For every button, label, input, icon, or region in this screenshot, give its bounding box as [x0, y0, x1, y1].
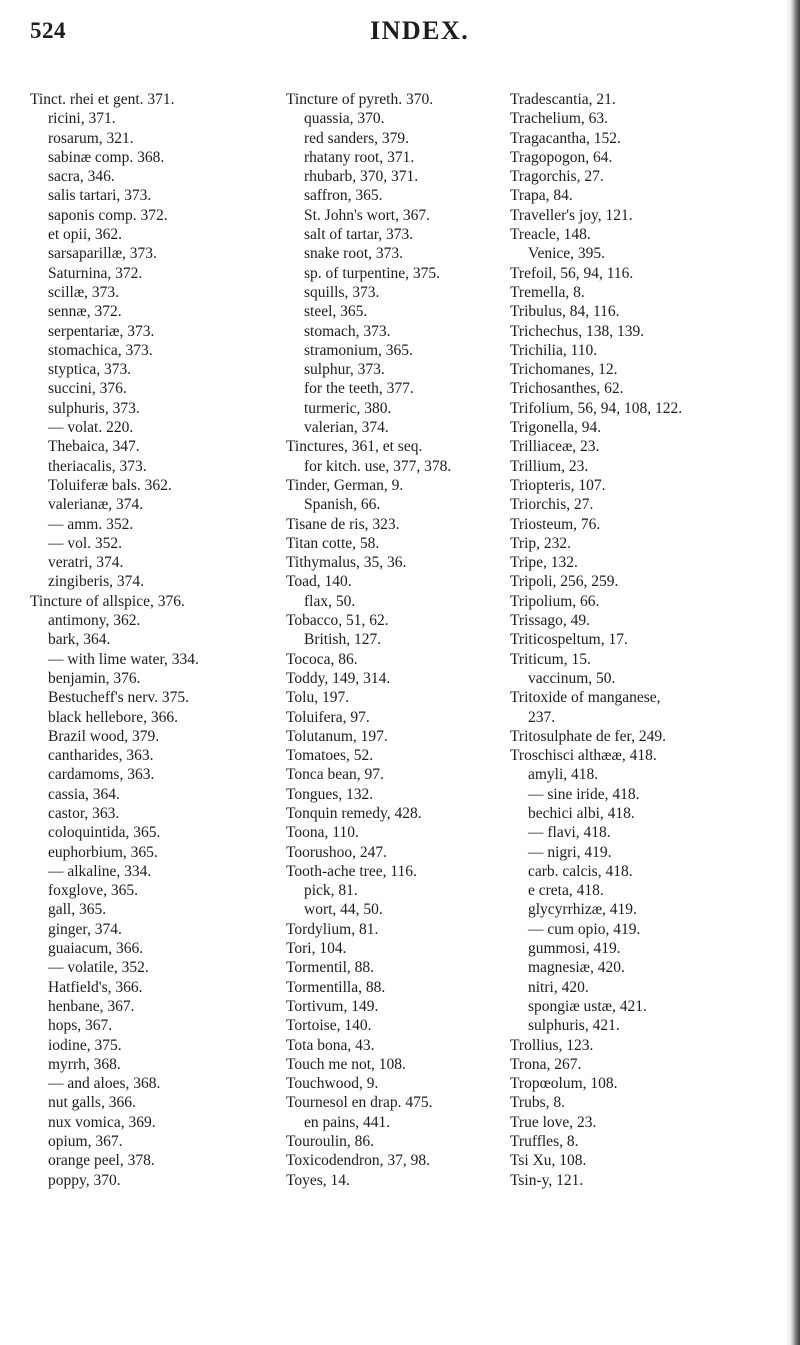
index-entry: Touch me not, 108.: [286, 1055, 406, 1073]
index-subentry: sarsaparillæ, 373.: [48, 245, 157, 263]
index-subentry: 237.: [528, 708, 556, 726]
index-entry: Trachelium, 63.: [510, 110, 609, 128]
index-subentry: magnesiæ, 420.: [528, 959, 625, 977]
index-column-1: [30, 90, 272, 1190]
index-subentry: scillæ, 373.: [48, 283, 120, 301]
index-subentry: — alkaline, 334.: [48, 862, 152, 880]
index-subentry: henbane, 367.: [48, 997, 135, 1015]
index-subentry: gummosi, 419.: [528, 940, 621, 958]
index-subentry: red sanders, 379.: [304, 129, 410, 147]
index-entry: Tolu, 197.: [286, 689, 350, 707]
index-subentry: nitri, 420.: [528, 978, 589, 996]
index-entry: Trichomanes, 12.: [510, 361, 618, 379]
index-subentry: — amm. 352.: [48, 515, 134, 533]
index-entry: Tomatoes, 52.: [286, 747, 374, 765]
index-subentry: foxglove, 365.: [48, 882, 138, 900]
index-subentry: Toluiferæ bals. 362.: [48, 476, 172, 494]
index-entry: Tritosulphate de fer, 249.: [510, 727, 666, 745]
index-entry: Tsin-y, 121.: [510, 1171, 584, 1189]
index-subentry: nux vomica, 369.: [48, 1113, 156, 1131]
index-entry: Tormentil, 88.: [286, 959, 375, 977]
index-subentry: valerian, 374.: [304, 419, 389, 437]
index-entry: Tinder, German, 9.: [286, 476, 404, 494]
index-subentry: sulphur, 373.: [304, 361, 385, 379]
index-subentry: guaiacum, 366.: [48, 940, 144, 958]
index-entry: Truffles, 8.: [510, 1133, 579, 1151]
index-entry: Trigonella, 94.: [510, 419, 602, 437]
index-subentry: snake root, 373.: [304, 245, 404, 263]
index-entry: Titan cotte, 58.: [286, 534, 380, 552]
index-subentry: cantharides, 363.: [48, 747, 154, 765]
index-entry: Trona, 267.: [510, 1055, 582, 1073]
index-entry: Tori, 104.: [286, 940, 347, 958]
index-entry: Tinctures, 361, et seq.: [286, 438, 423, 456]
index-subentry: — nigri, 419.: [528, 843, 612, 861]
index-subentry: sulphuris, 421.: [528, 1017, 620, 1035]
index-subentry: wort, 44, 50.: [304, 901, 383, 919]
index-entry: Tripoli, 256, 259.: [510, 573, 619, 591]
page-header: [30, 12, 770, 52]
index-column-2: [286, 90, 518, 1190]
index-subentry: — flavi, 418.: [528, 824, 611, 842]
index-subentry: Spanish, 66.: [304, 496, 381, 514]
index-subentry: — sine iride, 418.: [528, 785, 640, 803]
index-entry: Trip, 232.: [510, 534, 572, 552]
index-entry: Trapa, 84.: [510, 187, 573, 205]
index-entry: Tongues, 132.: [286, 785, 374, 803]
index-subentry: iodine, 375.: [48, 1036, 122, 1054]
index-entry: Trichilia, 110.: [510, 341, 598, 359]
index-subentry: e creta, 418.: [528, 882, 604, 900]
index-entry: Tsi Xu, 108.: [510, 1152, 587, 1170]
index-subentry: succini, 376.: [48, 380, 127, 398]
index-entry: Triopteris, 107.: [510, 476, 606, 494]
index-subentry: rosarum, 321.: [48, 129, 134, 147]
index-subentry: orange peel, 378.: [48, 1152, 155, 1170]
index-entry: Touroulin, 86.: [286, 1133, 375, 1151]
index-subentry: en pains, 441.: [304, 1113, 391, 1131]
index-subentry: benjamin, 376.: [48, 669, 141, 687]
page-number: 524: [30, 18, 66, 43]
index-subentry: British, 127.: [304, 631, 382, 649]
index-entry: Treacle, 148.: [510, 226, 591, 244]
index-subentry: ginger, 374.: [48, 920, 122, 938]
index-entry: Tripe, 132.: [510, 554, 578, 572]
index-subentry: rhatany root, 371.: [304, 148, 415, 166]
index-subentry: rhubarb, 370, 371.: [304, 168, 419, 186]
index-subentry: zingiberis, 374.: [48, 573, 144, 591]
index-subentry: for kitch. use, 377, 378.: [304, 457, 452, 475]
index-subentry: flax, 50.: [304, 592, 356, 610]
running-title: INDEX.: [370, 16, 470, 45]
index-subentry: — volat. 220.: [48, 419, 134, 437]
index-subentry: Thebaica, 347.: [48, 438, 140, 456]
index-entry: Tripolium, 66.: [510, 592, 600, 610]
index-subentry: bechici albi, 418.: [528, 804, 635, 822]
index-entry: Tritoxide of manganese,: [510, 689, 661, 707]
index-subentry: spongiæ ustæ, 421.: [528, 997, 647, 1015]
index-subentry: veratri, 374.: [48, 554, 124, 572]
index-subentry: Hatfield's, 366.: [48, 978, 143, 996]
index-subentry: bark, 364.: [48, 631, 111, 649]
index-entry: Tonca bean, 97.: [286, 766, 384, 784]
index-subentry: Venice, 395.: [528, 245, 606, 263]
index-entry: Traveller's joy, 121.: [510, 206, 633, 224]
index-entry: Touchwood, 9.: [286, 1075, 379, 1093]
index-subentry: St. John's wort, 367.: [304, 206, 430, 224]
index-subentry: gall, 365.: [48, 901, 107, 919]
index-subentry: carb. calcis, 418.: [528, 862, 633, 880]
index-subentry: serpentariæ, 373.: [48, 322, 155, 340]
index-entry: Tota bona, 43.: [286, 1036, 375, 1054]
index-subentry: — vol. 352.: [48, 534, 123, 552]
index-entry: Tropœolum, 108.: [510, 1075, 618, 1093]
index-subentry: saffron, 365.: [304, 187, 383, 205]
index-entry: Trichosanthes, 62.: [510, 380, 624, 398]
index-entry: Triticospeltum, 17.: [510, 631, 628, 649]
index-subentry: theriacalis, 373.: [48, 457, 147, 475]
index-columns: [30, 90, 790, 1330]
index-subentry: — with lime water, 334.: [48, 650, 199, 668]
index-entry: Toyes, 14.: [286, 1171, 350, 1189]
index-entry: Tragacantha, 152.: [510, 129, 621, 147]
index-subentry: saponis comp. 372.: [48, 206, 168, 224]
index-subentry: turmeric, 380.: [304, 399, 392, 417]
index-entry: Tolutanum, 197.: [286, 727, 388, 745]
index-subentry: Brazil wood, 379.: [48, 727, 160, 745]
index-entry: True love, 23.: [510, 1113, 597, 1131]
index-entry: Trubs, 8.: [510, 1094, 565, 1112]
index-entry: Toddy, 149, 314.: [286, 669, 391, 687]
index-entry: Trichechus, 138, 139.: [510, 322, 645, 340]
index-entry: Tribulus, 84, 116.: [510, 303, 620, 321]
index-subentry: et opii, 362.: [48, 226, 123, 244]
index-entry: Tooth-ache tree, 116.: [286, 862, 417, 880]
index-subentry: quassia, 370.: [304, 110, 385, 128]
index-entry: Tragopogon, 64.: [510, 148, 613, 166]
index-entry: Triosteum, 76.: [510, 515, 601, 533]
index-entry: Tragorchis, 27.: [510, 168, 604, 186]
index-subentry: castor, 363.: [48, 804, 120, 822]
index-entry: Tincture of allspice, 376.: [30, 592, 185, 610]
index-subentry: stramonium, 365.: [304, 341, 413, 359]
index-entry: Tournesol en drap. 475.: [286, 1094, 433, 1112]
index-subentry: sennæ, 372.: [48, 303, 122, 321]
index-subentry: — volatile, 352.: [48, 959, 149, 977]
index-entry: Tobacco, 51, 62.: [286, 612, 389, 630]
index-subentry: sabinæ comp. 368.: [48, 148, 165, 166]
index-entry: Tortoise, 140.: [286, 1017, 372, 1035]
index-entry: Toorushoo, 247.: [286, 843, 387, 861]
index-entry: Tremella, 8.: [510, 283, 585, 301]
index-entry: Trillium, 23.: [510, 457, 589, 475]
index-subentry: antimony, 362.: [48, 612, 141, 630]
index-subentry: steel, 365.: [304, 303, 368, 321]
index-entry: Trilliaceæ, 23.: [510, 438, 600, 456]
index-subentry: salis tartari, 373.: [48, 187, 152, 205]
index-entry: Trifolium, 56, 94, 108, 122.: [510, 399, 683, 417]
index-subentry: amyli, 418.: [528, 766, 599, 784]
index-entry: Trissago, 49.: [510, 612, 590, 630]
index-subentry: salt of tartar, 373.: [304, 226, 414, 244]
index-subentry: myrrh, 368.: [48, 1055, 121, 1073]
index-subentry: Bestucheff's nerv. 375.: [48, 689, 189, 707]
index-entry: Tococa, 86.: [286, 650, 358, 668]
index-subentry: coloquintida, 365.: [48, 824, 161, 842]
index-subentry: stomachica, 373.: [48, 341, 153, 359]
index-column-3: [510, 90, 800, 1190]
index-subentry: hops, 367.: [48, 1017, 113, 1035]
index-subentry: sacra, 346.: [48, 168, 115, 186]
index-subentry: sp. of turpentine, 375.: [304, 264, 441, 282]
index-subentry: ricini, 371.: [48, 110, 116, 128]
index-subentry: sulphuris, 373.: [48, 399, 140, 417]
index-subentry: black hellebore, 366.: [48, 708, 178, 726]
index-entry: Trefoil, 56, 94, 116.: [510, 264, 634, 282]
index-subentry: — cum opio, 419.: [528, 920, 641, 938]
index-subentry: glycyrrhizæ, 419.: [528, 901, 637, 919]
index-subentry: valerianæ, 374.: [48, 496, 144, 514]
index-entry: Toxicodendron, 37, 98.: [286, 1152, 430, 1170]
index-entry: Trollius, 123.: [510, 1036, 594, 1054]
index-subentry: nut galls, 366.: [48, 1094, 136, 1112]
index-subentry: Saturnina, 372.: [48, 264, 143, 282]
index-subentry: cassia, 364.: [48, 785, 120, 803]
index-entry: Tortivum, 149.: [286, 997, 379, 1015]
index-subentry: styptica, 373.: [48, 361, 132, 379]
index-entry: Tithymalus, 35, 36.: [286, 554, 407, 572]
index-subentry: for the teeth, 377.: [304, 380, 414, 398]
index-entry: Tordylium, 81.: [286, 920, 379, 938]
index-entry: Troschisci althææ, 418.: [510, 747, 657, 765]
index-entry: Tradescantia, 21.: [510, 91, 616, 108]
index-subentry: cardamoms, 363.: [48, 766, 155, 784]
index-subentry: stomach, 373.: [304, 322, 391, 340]
index-entry: Tincture of pyreth. 370.: [286, 91, 434, 108]
index-subentry: vaccinum, 50.: [528, 669, 616, 687]
index-subentry: euphorbium, 365.: [48, 843, 158, 861]
index-entry: Toluifera, 97.: [286, 708, 370, 726]
index-entry: Triorchis, 27.: [510, 496, 594, 514]
index-subentry: — and aloes, 368.: [48, 1075, 161, 1093]
index-entry: Tormentilla, 88.: [286, 978, 386, 996]
index-entry: Toona, 110.: [286, 824, 359, 842]
index-entry: Tisane de ris, 323.: [286, 515, 400, 533]
index-entry: Toad, 140.: [286, 573, 352, 591]
index-entry: Tonquin remedy, 428.: [286, 804, 422, 822]
index-entry: Triticum, 15.: [510, 650, 591, 668]
index-subentry: squills, 373.: [304, 283, 380, 301]
index-entry: Tinct. rhei et gent. 371.: [30, 91, 175, 108]
index-subentry: poppy, 370.: [48, 1171, 121, 1189]
index-subentry: opium, 367.: [48, 1133, 123, 1151]
index-subentry: pick, 81.: [304, 882, 358, 900]
